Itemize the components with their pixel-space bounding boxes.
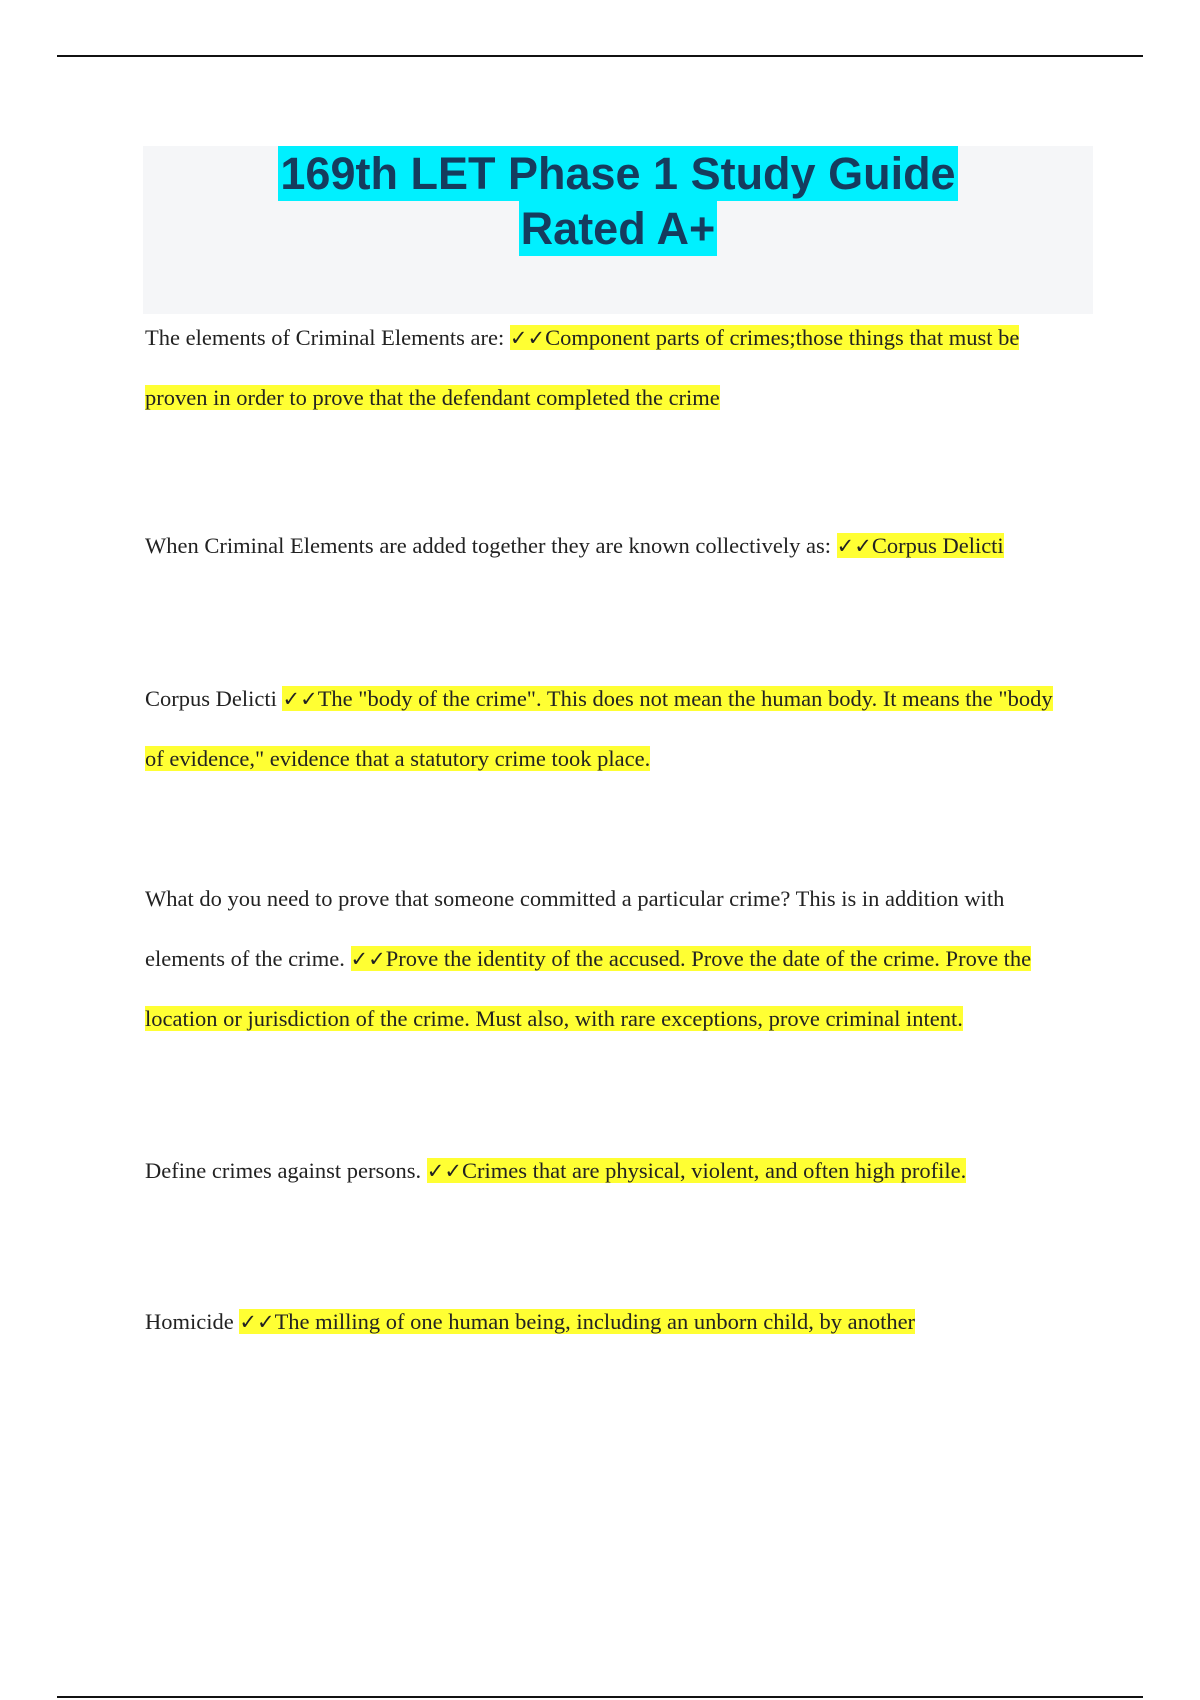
qa-item	[145, 869, 1075, 1049]
top-rule	[57, 55, 1143, 57]
document-title-line-1: 169th LET Phase 1 Study Guide	[280, 148, 956, 199]
qa-item	[145, 1141, 1075, 1201]
document-title-line-2: Rated A+	[520, 203, 716, 254]
answer-highlight	[145, 686, 1053, 771]
answer-highlight	[837, 533, 1004, 558]
qa-item	[145, 669, 1075, 789]
qa-item	[145, 308, 1075, 428]
answer-text: The "body of the crime". This does not mean the human body. It means the "body of evidence," evidence that a statutory crime took place.	[145, 686, 1053, 771]
question-text: The elements of Criminal Elements are:	[145, 325, 510, 350]
question-text: What do you need to prove that someone committed a particular crime? This is in addition with elements of the crime.	[145, 886, 1005, 971]
question-text: Define crimes against persons.	[145, 1158, 427, 1183]
answer-text: Component parts of crimes;those things that must be proven in order to prove that the defendant completed the crime	[145, 325, 1020, 410]
double-check-icon: ✓✓	[350, 947, 386, 971]
answer-text: Crimes that are physical, violent, and often high profile.	[462, 1158, 967, 1183]
answer-highlight	[239, 1309, 915, 1334]
double-check-icon: ✓✓	[509, 326, 546, 350]
qa-item	[145, 516, 1075, 576]
double-check-icon: ✓✓	[836, 534, 872, 558]
qa-item	[145, 1292, 1075, 1352]
question-text: Homicide	[145, 1309, 240, 1334]
double-check-icon: ✓✓	[239, 1310, 275, 1334]
double-check-icon: ✓✓	[282, 687, 318, 711]
answer-text: Prove the identity of the accused. Prove the date of the crime. Prove the location or jurisdiction of the crime. Must also, with rare exceptions, prove criminal intent.	[145, 946, 1032, 1031]
question-text: Corpus Delicti	[145, 686, 283, 711]
answer-text: Corpus Delicti	[871, 533, 1004, 558]
answer-text: The milling of one human being, including an unborn child, by another	[274, 1309, 916, 1334]
bottom-rule	[57, 1696, 1143, 1698]
answer-highlight	[427, 1158, 966, 1183]
study-guide-content	[145, 308, 1075, 1352]
double-check-icon: ✓✓	[426, 1159, 462, 1183]
question-text: When Criminal Elements are added together they are known collectively as:	[145, 533, 837, 558]
title-block	[143, 146, 1093, 314]
